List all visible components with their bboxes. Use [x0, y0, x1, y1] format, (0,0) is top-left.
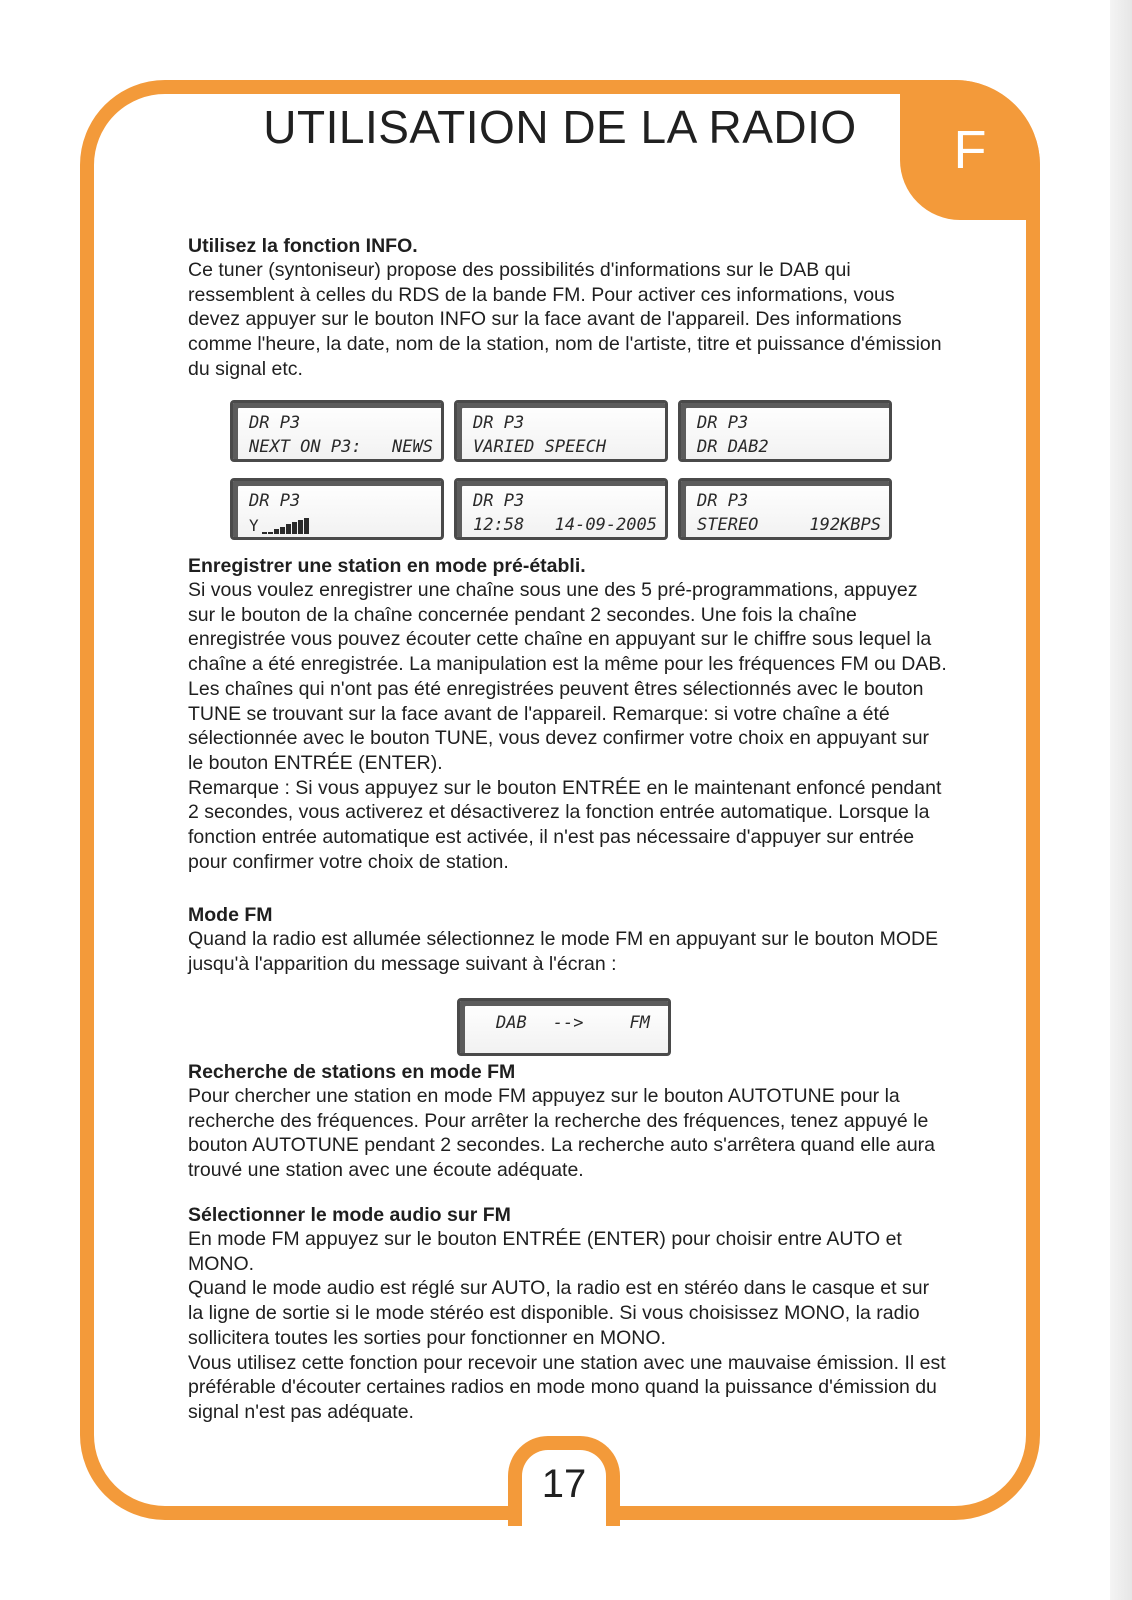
fm-lcd-display: [457, 998, 671, 1056]
section-heading: Sélectionner le mode audio sur FM: [188, 1204, 511, 1226]
page-number: 17: [541, 1462, 587, 1506]
signal-bar: [304, 518, 309, 534]
lcd-line-2: DR DAB2: [697, 437, 769, 457]
page-title: UTILISATION DE LA RADIO: [263, 101, 857, 153]
lcd-line-1: DR P3: [473, 491, 525, 511]
section-fm-mode: [188, 903, 948, 976]
lcd-display: [454, 478, 668, 540]
page-edge-shadow: [1110, 0, 1132, 1600]
section-heading: Enregistrer une station en mode pré-établi.: [188, 555, 586, 577]
lcd-line-2: STEREO 192KBPS: [697, 515, 881, 535]
section-paragraph: En mode FM appuyez sur le bouton ENTRÉE (ENTER) pour choisir entre AUTO et MONO.: [188, 1228, 902, 1275]
lcd-line-1: DR P3: [697, 413, 749, 433]
section-paragraph: Quand la radio est allumée sélectionnez le mode FM en appuyant sur le bouton MODE jusqu'à l'apparition du message suivant à l'écran :: [188, 928, 939, 975]
lcd-display-grid: [230, 400, 890, 540]
section-heading: Mode FM: [188, 904, 273, 926]
section-paragraph: Les chaînes qui n'ont pas été enregistrées peuvent êtres sélectionnés avec le bouton TUNE se trouvant sur la face avant de l'appareil. Remarque: si votre chaîne a été sélectionnée avec le bouton TUNE, vous devez confirmer votre choix en appuyant sur le bouton ENTRÉE (ENTER).: [188, 677, 930, 774]
signal-bar: [262, 532, 267, 534]
lcd-line-1: DR P3: [249, 491, 301, 511]
antenna-icon: Y: [249, 516, 259, 535]
lcd-display: [454, 400, 668, 462]
signal-bar: [298, 520, 303, 534]
section-preset: [188, 554, 948, 874]
lcd-display: [678, 478, 892, 540]
lcd-line-2: VARIED SPEECH: [473, 437, 607, 457]
lcd-display: [230, 400, 444, 462]
lcd-line-2: NEXT ON P3: NEWS: [249, 437, 433, 457]
section-heading: Recherche de stations en mode FM: [188, 1061, 516, 1083]
lcd-display: [678, 400, 892, 462]
section-paragraph: Remarque : Si vous appuyez sur le bouton ENTRÉE en le maintenant enfoncé pendant 2 secondes, vous activerez et désactiverez la fonction entrée automatique. Lorsque la fonction entrée automatique est activée, il n'est pas nécessaire d'appuyer sur entrée pour confirmer votre choix de station.: [188, 776, 942, 873]
lcd-line-1: DR P3: [697, 491, 749, 511]
signal-bar: [292, 522, 297, 534]
section-fm-search: [188, 1060, 948, 1183]
fm-lcd-right: FM: [629, 1013, 650, 1033]
section-paragraph: Vous utilisez cette fonction pour recevoir une station avec une mauvaise émission. Il est préférable d'écouter certaines radios en mode mono quand la puissance d'émission du signal n'est pas adéquate.: [188, 1351, 946, 1423]
section-paragraph: Ce tuner (syntoniseur) propose des possibilités d'informations sur le DAB qui ressemblent à celles du RDS de la bande FM. Pour activer ces informations, vous devez appuyer sur le bouton INFO sur la face avant de l'appareil. Des informations comme l'heure, la date, nom de la station, nom de l'artiste, titre et puissance d'émission du signal etc.: [188, 259, 942, 380]
section-info: [188, 234, 948, 382]
language-tab: [900, 80, 1040, 220]
signal-bar: [286, 524, 291, 534]
section-paragraph: Quand le mode audio est réglé sur AUTO, la radio est en stéréo dans le casque et sur la ligne de sortie si le mode stéréo est disponible. Si vous choisissez MONO, la radio sollicitera toutes les sorties pour fonctionner en MONO.: [188, 1277, 930, 1349]
signal-bar: [268, 532, 273, 534]
section-paragraph: Pour chercher une station en mode FM appuyez sur le bouton AUTOTUNE pour la recherche des fréquences. Pour arrêter la recherche des fréquences, tenez appuyé le bouton AUTOTUNE pendant 2 secondes. La recherche auto s'arrêtera quand elle aura trouvé une station avec une écoute adéquate.: [188, 1085, 935, 1182]
section-paragraph: Si vous voulez enregistrer une chaîne sous une des 5 pré-programmations, appuyez sur le bouton de la chaîne concernée pendant 2 secondes. Une fois la chaîne enregistrée vous pouvez écouter cette chaîne en appuyant sur le chiffre sous lequel la chaîne a été enregistrée. La manipulation est la même pour les fréquences FM ou DAB.: [188, 579, 947, 676]
signal-bar: [274, 529, 279, 534]
lcd-line-2: 12:58 14-09-2005: [473, 515, 657, 535]
signal-bar: [280, 527, 285, 534]
fm-lcd-arrow: -->: [552, 1013, 584, 1033]
lcd-line-1: DR P3: [249, 413, 301, 433]
section-heading: Utilisez la fonction INFO.: [188, 235, 418, 257]
section-fm-audio: [188, 1203, 948, 1425]
signal-strength-meter: [249, 516, 433, 534]
lcd-display: [230, 478, 444, 540]
fm-lcd-left: DAB: [496, 1013, 527, 1033]
lcd-line-1: DR P3: [473, 413, 525, 433]
language-tab-label: F: [953, 120, 987, 180]
